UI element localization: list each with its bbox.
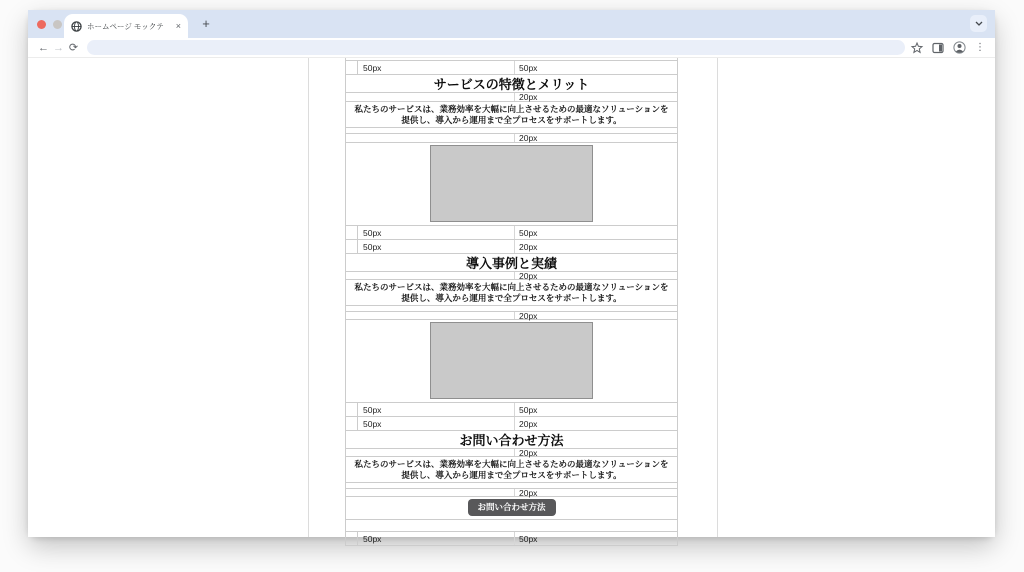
spacing-label-right: 20px — [519, 418, 538, 429]
spacing-label: 20px — [519, 270, 538, 281]
tab-strip — [28, 10, 995, 38]
browser-tab[interactable] — [64, 14, 188, 38]
section-heading: 導入事例と実績 — [346, 254, 677, 272]
spacing-label-left: 50px — [363, 227, 382, 238]
browser-window — [28, 10, 995, 544]
address-bar-input[interactable] — [87, 40, 905, 55]
profile-avatar-icon[interactable] — [953, 41, 966, 54]
annotation-divider — [514, 134, 515, 142]
spacing-annotation-row — [346, 272, 677, 280]
section-heading: サービスの特徴とメリット — [346, 75, 677, 93]
spacing-label-left: 50px — [363, 418, 382, 429]
close-traffic-light-icon[interactable] — [37, 20, 46, 29]
annotation-notch-cell — [346, 240, 358, 253]
spacing-annotation-row — [346, 93, 677, 102]
annotation-divider — [514, 61, 515, 74]
annotation-divider — [514, 489, 515, 496]
new-tab-button[interactable]: + — [202, 16, 210, 31]
contact-button[interactable]: お問い合わせ方法 — [468, 499, 556, 516]
tab-title: ホームページ モックテ — [87, 21, 164, 31]
page-left-guide-line — [308, 58, 309, 537]
spacing-label-right: 50px — [519, 533, 538, 544]
spacing-annotation-row — [346, 449, 677, 457]
annotation-divider — [514, 240, 515, 253]
image-placeholder — [430, 145, 593, 222]
spacing-label: 20px — [519, 133, 538, 143]
section-paragraph: 私たちのサービスは、業務効率を大幅に向上させるための最適なソリューションを提供し、導入から運用まで全プロセスをサポートします。 — [346, 102, 677, 128]
spacing-annotation-row — [346, 226, 677, 240]
minimize-traffic-light-icon[interactable] — [53, 20, 62, 29]
annotation-notch-cell — [346, 403, 358, 416]
tab-close-icon[interactable]: × — [175, 21, 181, 31]
spacing-label-right: 50px — [519, 62, 538, 73]
section-paragraph: 私たちのサービスは、業務効率を大幅に向上させるための最適なソリューションを提供し、導入から運用まで全プロセスをサポートします。 — [346, 280, 677, 306]
spacing-label: 20px — [519, 447, 538, 458]
menu-kebab-icon[interactable]: ⋮ — [975, 42, 985, 53]
spacing-label-left: 50px — [363, 404, 382, 415]
annotation-divider — [514, 449, 515, 456]
contact-button-row — [346, 499, 677, 520]
bookmark-star-icon[interactable] — [911, 42, 923, 54]
annotation-notch-cell — [346, 532, 358, 545]
annotation-divider — [514, 226, 515, 239]
annotation-divider — [514, 532, 515, 545]
spacing-annotation-row — [346, 240, 677, 254]
spacing-label: 20px — [519, 310, 538, 321]
spacing-label: 20px — [519, 92, 538, 102]
annotation-notch-cell — [346, 417, 358, 430]
spacing-annotation-row — [346, 61, 677, 75]
annotation-divider — [514, 93, 515, 101]
image-placeholder-row — [346, 322, 677, 403]
reload-icon[interactable]: ⟳ — [68, 42, 79, 54]
page-right-guide-line — [717, 58, 718, 537]
spacing-label-left: 50px — [363, 62, 382, 73]
annotation-divider — [514, 272, 515, 279]
spacing-label: 20px — [519, 487, 538, 498]
forward-icon[interactable]: → — [53, 41, 64, 54]
spacing-annotation-row — [346, 489, 677, 497]
spacing-annotation-row — [346, 312, 677, 320]
annotation-divider — [514, 417, 515, 430]
spacing-annotation-row — [346, 403, 677, 417]
image-placeholder — [430, 322, 593, 399]
annotation-notch-cell — [346, 226, 358, 239]
page-viewport — [28, 58, 995, 544]
empty-row — [346, 520, 677, 532]
side-panel-icon[interactable] — [932, 42, 944, 54]
annotation-divider — [514, 312, 515, 319]
spacing-label-right: 50px — [519, 404, 538, 415]
spacing-annotation-row — [346, 417, 677, 431]
page-rows — [345, 58, 678, 546]
tab-search-chevron-icon[interactable] — [970, 15, 987, 32]
spacing-label-left: 50px — [363, 241, 382, 252]
spacing-label-right: 20px — [519, 241, 538, 252]
spacing-label-right: 50px — [519, 227, 538, 238]
section-paragraph: 私たちのサービスは、業務効率を大幅に向上させるための最適なソリューションを提供し、導入から運用まで全プロセスをサポートします。 — [346, 457, 677, 483]
globe-favicon-icon — [71, 21, 82, 32]
browser-toolbar — [28, 38, 995, 58]
spacing-annotation-row — [346, 532, 677, 546]
back-icon[interactable]: ← — [38, 41, 49, 54]
spacing-label-left: 50px — [363, 533, 382, 544]
image-placeholder-row — [346, 145, 677, 226]
section-heading: お問い合わせ方法 — [346, 431, 677, 449]
spacing-annotation-row — [346, 134, 677, 143]
annotation-notch-cell — [346, 61, 358, 74]
annotation-divider — [514, 403, 515, 416]
